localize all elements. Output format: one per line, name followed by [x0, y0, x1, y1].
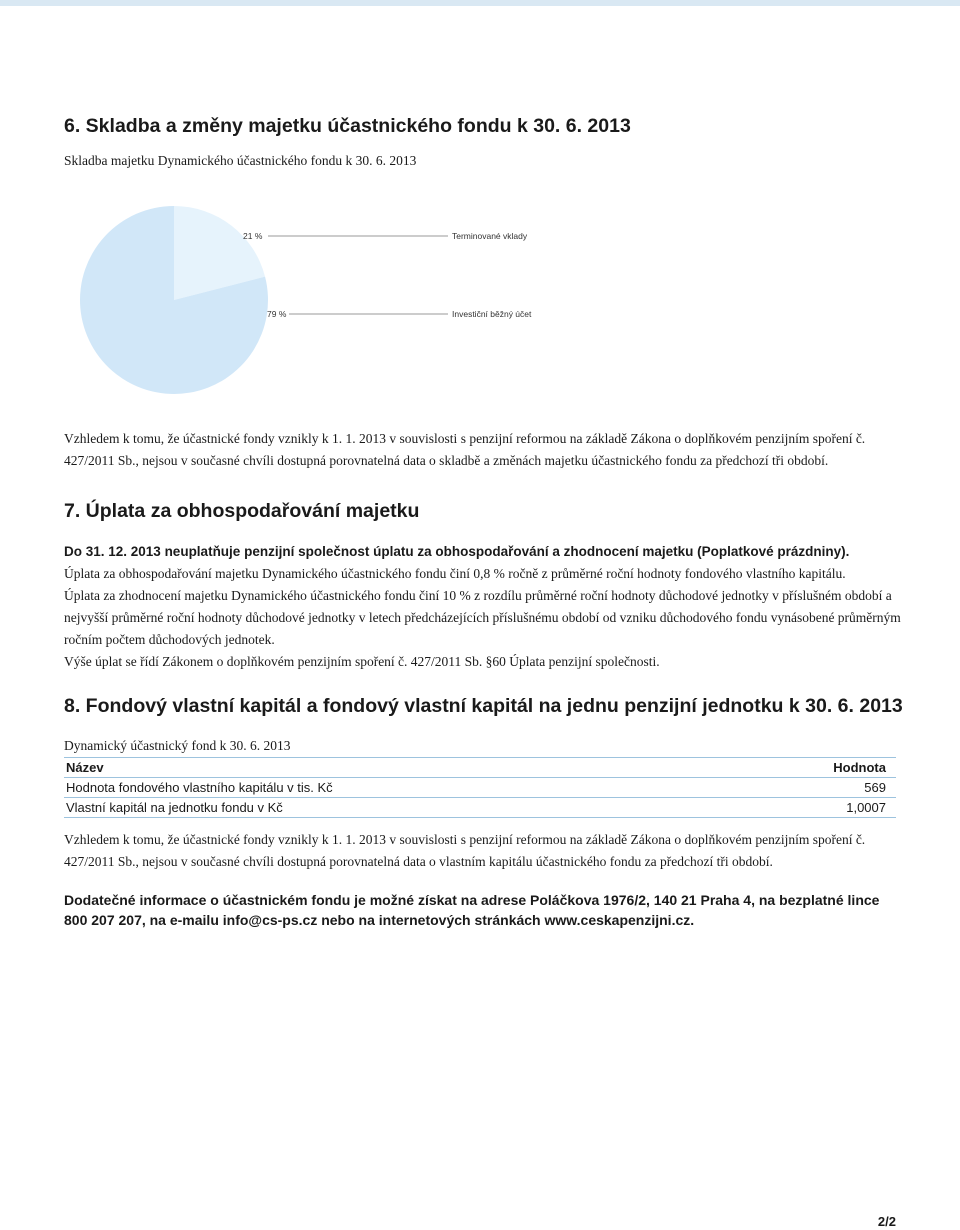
section-8-note: Vzhledem k tomu, že účastnické fondy vznikly k 1. 1. 2013 v souvislosti s penzijní reformou na základě Zákona o doplňkovém penzijním spoření č. 427/2011 Sb., nejsou v současné chvíli dostupná porovnatelná data o vlastním kapitálu účastnického fondu za předchozí tři období. — [64, 832, 866, 869]
row-label: Vlastní kapitál na jednotku fondu v Kč — [64, 798, 735, 818]
row-label: Hodnota fondového vlastního kapitálu v tis. Kč — [64, 778, 735, 798]
performance-fee-paragraph: Úplata za zhodnocení majetku Dynamického účastnického fondu činí 10 % z rozdílu průměrné roční hodnoty důchodové jednotky v příslušném období a nejvyšší průměrné roční hodnoty důchodové jednotky v letech předcházejících příslušnému období od vzniku důchodového fondu vynásobené průměrným ročním počtem důchodových jednotek. — [64, 588, 901, 647]
management-fee-paragraph: Úplata za obhospodařování majetku Dynamického účastnického fondu činí 0,8 % ročně z průměrné roční hodnoty fondového vlastního kapitálu. — [64, 566, 846, 581]
fee-holiday-statement: Do 31. 12. 2013 neuplatňuje penzijní společnost úplatu za obhospodařování a zhodnocení majetku (Poplatkové prázdniny). — [64, 544, 850, 559]
pie-value-label-1: 21 % — [243, 231, 263, 241]
table-row — [64, 778, 896, 798]
table-row — [64, 798, 896, 818]
pie-category-label-2: Investiční běžný účet — [452, 309, 532, 319]
section-8-subtitle: Dynamický účastnický fond k 30. 6. 2013 — [64, 738, 291, 753]
section-6-subtitle: Skladba majetku Dynamického účastnického fondu k 30. 6. 2013 — [64, 153, 417, 168]
contact-information: Dodatečné informace o účastnickém fondu je možné získat na adrese Poláčkova 1976/2, 140 21 Praha 4, na bezplatné lince 800 207 207, na e-mailu info@cs-ps.cz nebo na internetových stránkách www.ceskapenzijni.cz. — [64, 892, 880, 928]
pie-slices — [80, 206, 268, 394]
section-6-note: Vzhledem k tomu, že účastnické fondy vznikly k 1. 1. 2013 v souvislosti s penzijní reformou na základě Zákona o doplňkovém penzijním spoření č. 427/2011 Sb., nejsou v současné chvíli dostupná porovnatelná data o skladbě a změnách majetku účastnického fondu za předchozí tři období. — [64, 431, 866, 468]
section-7-heading: 7. Úplata za obhospodařování majetku — [64, 500, 420, 522]
pie-legend — [243, 231, 532, 319]
row-value: 1,0007 — [735, 798, 896, 818]
section-8-heading: 8. Fondový vlastní kapitál a fondový vlastní kapitál na jednu penzijní jednotku k 30. 6. 2013 — [64, 695, 903, 717]
fee-law-reference: Výše úplat se řídí Zákonem o doplňkovém penzijním spoření č. 427/2011 Sb. §60 Úplata penzijní společnosti. — [64, 654, 660, 669]
page-number: 2/2 — [877, 1214, 896, 1229]
row-value: 569 — [735, 778, 896, 798]
section-6-heading: 6. Skladba a změny majetku účastnického fondu k 30. 6. 2013 — [64, 115, 631, 137]
equity-table — [64, 757, 896, 818]
pie-value-label-2: 79 % — [267, 309, 287, 319]
pie-category-label-1: Terminované vklady — [452, 231, 528, 241]
header-bar — [0, 0, 960, 6]
section-7-body — [64, 541, 904, 673]
column-header-value: Hodnota — [735, 758, 896, 778]
asset-composition-pie-chart — [60, 180, 580, 400]
column-header-name: Název — [64, 758, 735, 778]
table-header-row — [64, 758, 896, 778]
